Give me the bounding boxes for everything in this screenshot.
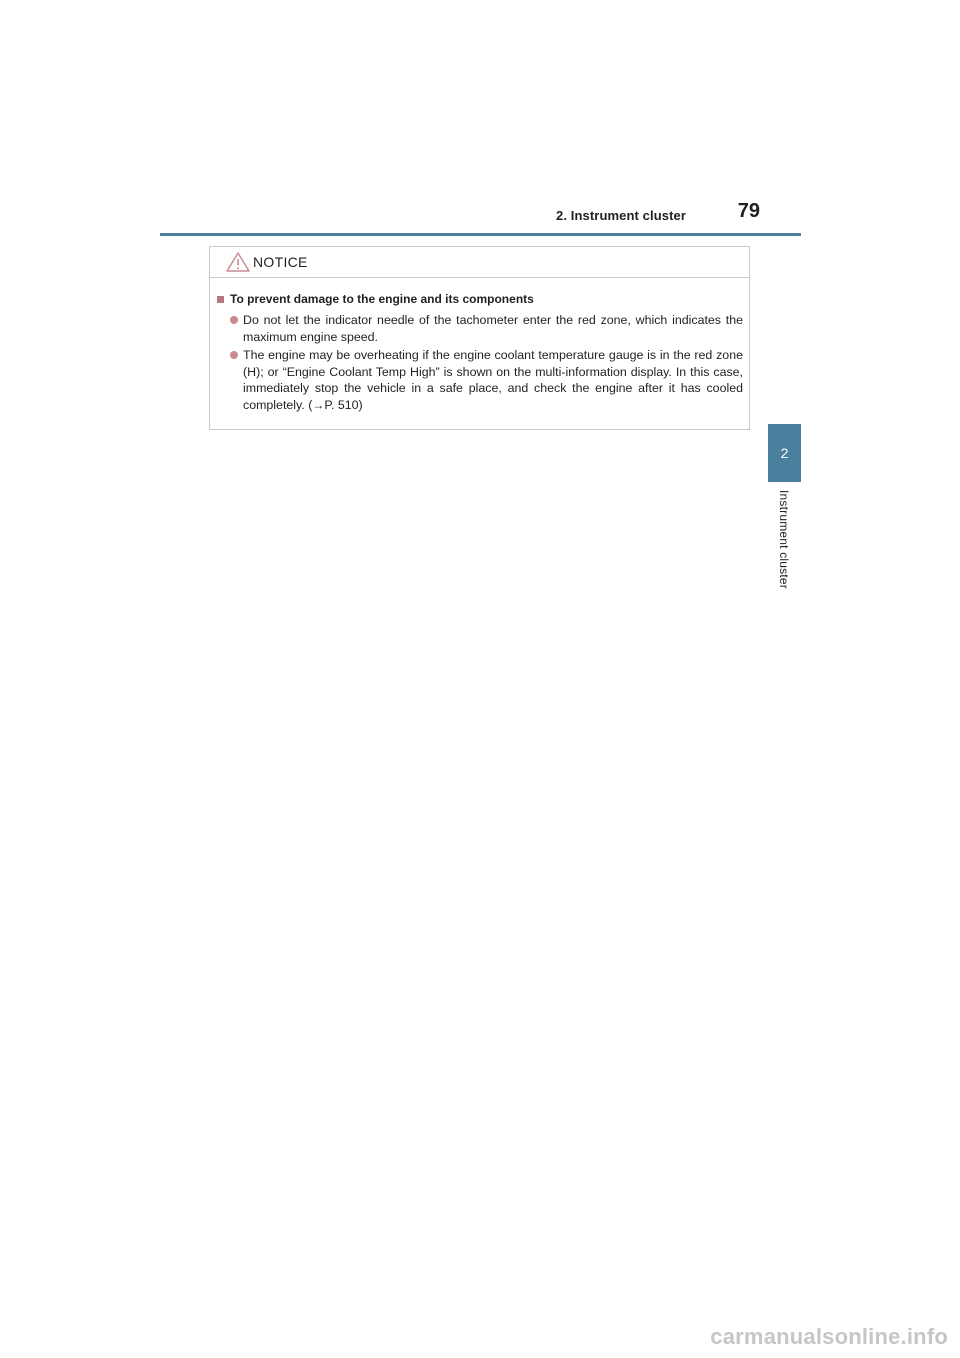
chapter-label: Instrument cluster (777, 490, 791, 589)
square-bullet-icon (217, 296, 224, 303)
notice-subheading (217, 292, 743, 306)
notice-header (210, 247, 749, 278)
notice-item-text: Do not let the indicator needle of the tachometer enter the red zone, which indicates the maximum engine speed. (243, 313, 743, 344)
notice-subheading-text: To prevent damage to the engine and its components (230, 292, 534, 306)
notice-box (209, 246, 750, 430)
page-number: 79 (737, 200, 760, 222)
notice-item (217, 347, 743, 413)
notice-body (210, 278, 749, 413)
arrow-right-icon: → (312, 397, 325, 412)
notice-item (217, 312, 743, 345)
chapter-number: 2 (780, 445, 789, 461)
warning-triangle-icon (226, 252, 250, 272)
page-reference-link[interactable]: P. 510) (324, 397, 363, 412)
chapter-tab[interactable] (768, 424, 801, 482)
watermark: carmanualsonline.info (710, 1324, 948, 1349)
notice-item-text: The engine may be overheating if the engine coolant temperature gauge is in the red zone (H); or “Engine Coolant Temp High” is shown on the multi-information display. In this case, immediately stop the vehicle in a safe place, and check the engine after it has cooled completely. ( (243, 348, 743, 412)
section-title: 2. Instrument cluster (556, 208, 686, 223)
circle-bullet-icon (230, 351, 238, 359)
notice-title: NOTICE (253, 254, 308, 270)
circle-bullet-icon (230, 316, 238, 324)
page-header (160, 196, 800, 234)
header-rule (160, 233, 801, 236)
